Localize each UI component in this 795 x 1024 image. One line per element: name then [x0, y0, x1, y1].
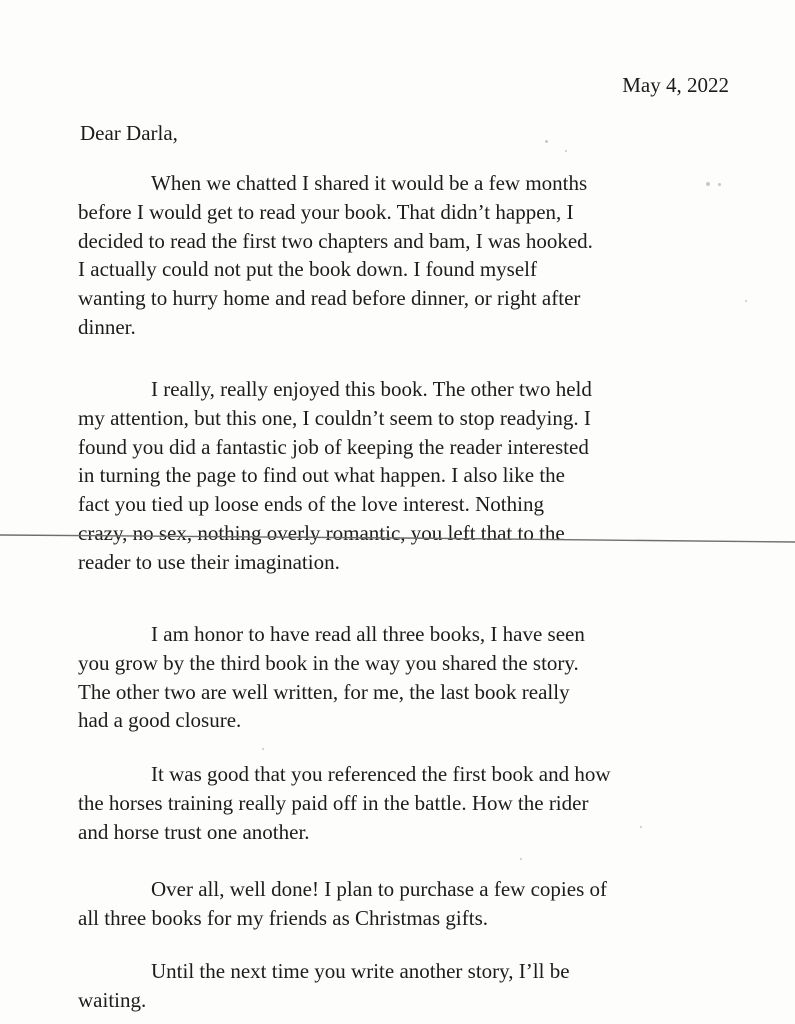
paragraph-4 — [78, 760, 738, 846]
scan-speck — [262, 748, 264, 750]
paragraph-line: fact you tied up loose ends of the love interest. Nothing — [78, 492, 544, 517]
paragraph-line: had a good closure. — [78, 708, 242, 733]
paragraph-1 — [78, 169, 738, 342]
paragraph-line: I am honor to have read all three books, I have seen — [151, 622, 585, 646]
letter-date: May 4, 2022 — [622, 73, 729, 97]
paragraph-line: and horse trust one another. — [78, 819, 310, 844]
salutation: Dear Darla, — [80, 121, 178, 145]
paragraph-line: Until the next time you write another story, I’ll be — [151, 959, 570, 983]
paragraph-6 — [78, 957, 738, 1015]
scan-speck — [520, 858, 522, 860]
paragraph-line: It was good that you referenced the first book and how — [151, 762, 611, 786]
scan-speck — [640, 826, 642, 828]
paragraph-line: reader to use their imagination. — [78, 549, 340, 574]
paragraph-line: the horses training really paid off in the battle. How the rider — [78, 790, 589, 815]
scan-artifact-stroke — [0, 535, 795, 542]
paragraph-2 — [78, 375, 738, 577]
paragraph-line: waiting. — [78, 987, 147, 1012]
paragraph-line: decided to read the first two chapters and bam, I was hooked. — [78, 228, 593, 253]
paragraph-line: you grow by the third book in the way you shared the story. — [78, 650, 579, 675]
paragraph-line: The other two are well written, for me, the last book really — [78, 679, 570, 704]
paragraph-line: crazy, no sex, nothing overly romantic, you left that to the — [78, 520, 565, 545]
paragraph-line: before I would get to read your book. That didn’t happen, I — [78, 199, 574, 224]
paragraph-5 — [78, 875, 738, 933]
paragraph-line: in turning the page to find out what happen. I also like the — [78, 463, 565, 488]
paragraph-3 — [78, 620, 738, 735]
paragraph-line: I actually could not put the book down. I found myself — [78, 257, 537, 282]
scan-speck — [745, 300, 747, 302]
scan-speck — [718, 183, 721, 186]
scan-speck — [545, 140, 548, 143]
paragraph-line: When we chatted I shared it would be a few months — [151, 171, 588, 195]
scan-speck — [706, 182, 710, 186]
scan-artifact-line — [0, 533, 795, 545]
scan-speck — [565, 150, 567, 152]
paragraph-line: my attention, but this one, I couldn’t seem to stop readying. I — [78, 405, 591, 430]
paragraph-line: Over all, well done! I plan to purchase a few copies of — [151, 877, 607, 901]
paragraph-line: I really, really enjoyed this book. The other two held — [151, 377, 592, 401]
paragraph-line: all three books for my friends as Christmas gifts. — [78, 905, 489, 930]
paragraph-line: dinner. — [78, 314, 136, 339]
paragraph-line: wanting to hurry home and read before dinner, or right after — [78, 286, 581, 311]
paragraph-line: found you did a fantastic job of keeping the reader interested — [78, 434, 589, 459]
